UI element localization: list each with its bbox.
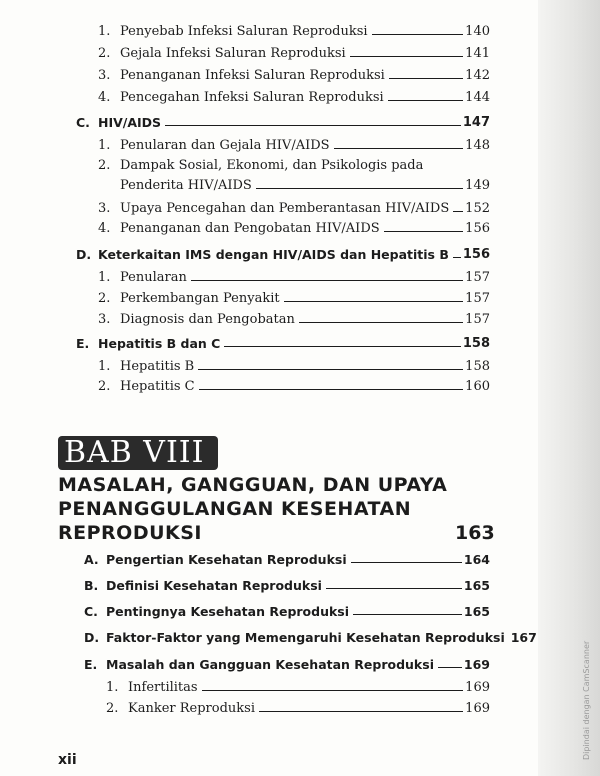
toc-entry[interactable]: 3. Penanganan Infeksi Saluran Reproduksi 142 [98, 68, 490, 83]
chapter-title-line-2: PENANGGULANGAN KESEHATAN [58, 498, 412, 520]
leader-line [202, 689, 464, 691]
chapter-page-number: 163 [455, 522, 495, 544]
leader-line [438, 666, 462, 668]
toc-entry[interactable]: 1. Penularan dan Gejala HIV/AIDS 148 [98, 138, 490, 153]
toc-entry[interactable]: 4. Penanganan dan Pengobatan HIV/AIDS 156 [98, 221, 490, 236]
leader-line [350, 55, 464, 57]
chapter-badge: BAB VIII [58, 436, 218, 470]
leader-line [351, 561, 462, 563]
toc-entry[interactable]: 1. Hepatitis B 158 [98, 359, 490, 374]
leader-line [199, 388, 464, 390]
leader-line [284, 300, 464, 302]
toc-section-e[interactable]: E. Hepatitis B dan C 158 [76, 336, 490, 351]
leader-line [224, 345, 461, 347]
chapter-title-line-3: REPRODUKSI [58, 522, 202, 544]
leader-line [165, 124, 461, 126]
leader-line [353, 613, 462, 615]
toc-entry-continued[interactable]: Penderita HIV/AIDS 149 [120, 178, 490, 193]
leader-line [389, 77, 463, 79]
toc-chapter-section[interactable]: A. Pengertian Kesehatan Reproduksi 164 [84, 552, 490, 567]
leader-line [372, 33, 464, 35]
toc-entry[interactable]: 4. Pencegahan Infeksi Saluran Reproduksi 144 [98, 90, 490, 105]
leader-line [198, 368, 463, 370]
page-number-footer: xii [58, 752, 77, 768]
toc-entry[interactable]: 2. Gejala Infeksi Saluran Reproduksi 141 [98, 46, 490, 61]
toc-section-d[interactable]: D. Keterkaitan IMS dengan HIV/AIDS dan Hepatitis B 156 [76, 247, 490, 262]
leader-line [388, 99, 464, 101]
toc-chapter-section[interactable]: E. Masalah dan Gangguan Kesehatan Reproduksi 169 [84, 657, 490, 672]
toc-entry[interactable]: 1. Penyebab Infeksi Saluran Reproduksi 140 [98, 24, 490, 39]
toc-entry[interactable]: 2. Perkembangan Penyakit 157 [98, 291, 490, 306]
toc-entry[interactable]: 2. Kanker Reproduksi 169 [106, 701, 490, 716]
toc-entry[interactable]: 2. Dampak Sosial, Ekonomi, dan Psikologis pada [98, 158, 424, 173]
leader-line [191, 279, 463, 281]
toc-chapter-section[interactable]: B. Definisi Kesehatan Reproduksi 165 [84, 578, 490, 593]
toc-section-c[interactable]: C. HIV/AIDS 147 [76, 115, 490, 130]
toc-entry[interactable]: 3. Upaya Pencegahan dan Pemberantasan HIV/AIDS 152 [98, 201, 490, 216]
toc-entry[interactable]: 1. Infertilitas 169 [106, 680, 490, 695]
toc-chapter-section[interactable]: C. Pentingnya Kesehatan Reproduksi 165 [84, 604, 490, 619]
scanner-watermark: Dipindai dengan CamScanner [582, 640, 591, 760]
leader-line [259, 710, 463, 712]
leader-line [384, 230, 464, 232]
toc-entry[interactable]: 3. Diagnosis dan Pengobatan 157 [98, 312, 490, 327]
leader-line [334, 147, 464, 149]
leader-line [299, 321, 463, 323]
leader-line [256, 187, 463, 189]
toc-chapter-section[interactable]: D. Faktor-Faktor yang Memengaruhi Kesehatan Reproduksi 167 [84, 630, 537, 645]
leader-line [453, 256, 461, 258]
leader-line [453, 210, 463, 212]
leader-line [326, 587, 462, 589]
toc-entry[interactable]: 2. Hepatitis C 160 [98, 379, 490, 394]
chapter-title-line-1: MASALAH, GANGGUAN, DAN UPAYA [58, 474, 448, 496]
toc-entry[interactable]: 1. Penularan 157 [98, 270, 490, 285]
